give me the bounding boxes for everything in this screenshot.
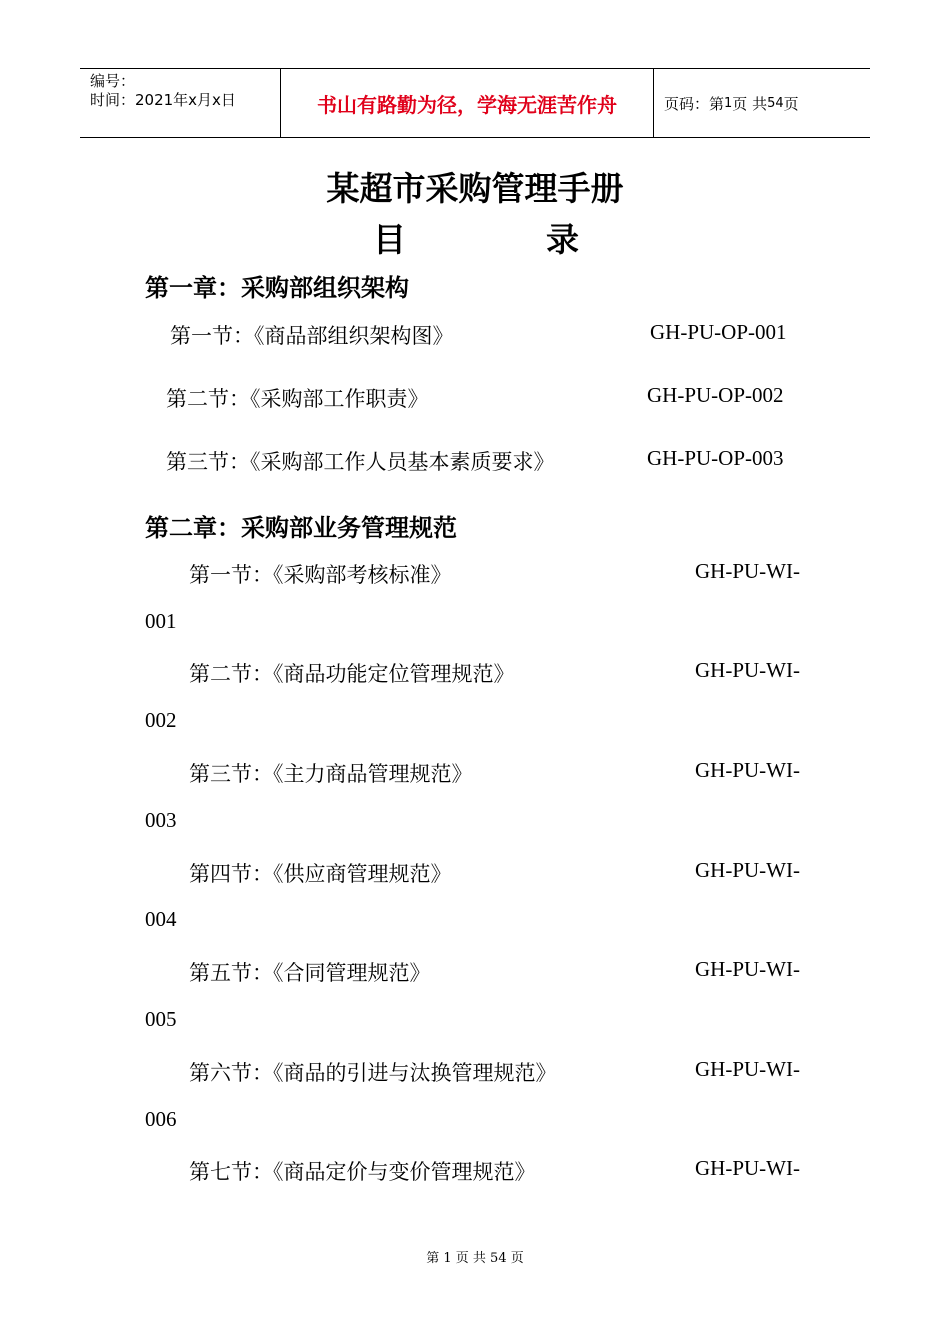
page-number: 1 — [724, 95, 733, 111]
toc-entry-code: GH-PU-WI- — [695, 858, 800, 882]
toc-entry-code: GH-PU-OP-003 — [647, 446, 784, 470]
toc-entry-code: GH-PU-WI- — [695, 1057, 800, 1081]
toc-entry[interactable]: 第三节：《采购部工作人员基本素质要求》 — [166, 450, 555, 474]
toc-entry[interactable]: 第六节：《商品的引进与汰换管理规范》 — [189, 1061, 557, 1085]
time-label: 时间：2021年x月x日 — [90, 91, 236, 109]
page-prefix: 页码：第 — [664, 94, 725, 113]
page-footer: 第 1 页 共 54 页 — [426, 1251, 524, 1266]
page-suffix: 页 — [783, 94, 799, 113]
toc-entry-code-tail: 006 — [145, 1107, 177, 1131]
document-title: 某超市采购管理手册 — [326, 169, 624, 208]
chapter-title: 第一章：采购部组织架构 — [145, 274, 409, 302]
toc-entry[interactable]: 第二节：《商品功能定位管理规范》 — [189, 662, 515, 686]
toc-entry-code-tail: 003 — [145, 808, 177, 832]
toc-entry[interactable]: 第七节：《商品定价与变价管理规范》 — [189, 1160, 536, 1184]
toc-entry-code: GH-PU-WI- — [695, 658, 800, 682]
toc-entry[interactable]: 第五节：《合同管理规范》 — [189, 961, 431, 985]
toc-heading-right: 录 — [546, 220, 579, 259]
toc-entry[interactable]: 第二节：《采购部工作职责》 — [166, 387, 429, 411]
toc-entry[interactable]: 第一节：《采购部考核标准》 — [189, 563, 452, 587]
number-label: 编号： — [90, 72, 136, 90]
header-info-cell — [80, 69, 281, 137]
header-motto: 书山有路勤为径，学海无涯苦作舟 — [281, 69, 654, 137]
toc-heading-left: 目 — [373, 220, 406, 259]
header-page-cell — [654, 69, 870, 137]
toc-entry-code: GH-PU-OP-002 — [647, 383, 784, 407]
toc-entry[interactable]: 第四节：《供应商管理规范》 — [189, 862, 452, 886]
toc-entry-code-tail: 001 — [145, 609, 177, 633]
toc-entry-code: GH-PU-OP-001 — [650, 320, 787, 344]
toc-entry[interactable]: 第一节：《商品部组织架构图》 — [170, 324, 454, 348]
toc-entry-code: GH-PU-WI- — [695, 758, 800, 782]
toc-entry[interactable]: 第三节：《主力商品管理规范》 — [189, 762, 473, 786]
toc-entry-code: GH-PU-WI- — [695, 957, 800, 981]
toc-entry-code-tail: 004 — [145, 907, 177, 931]
page-total: 54 — [767, 95, 784, 111]
toc-entry-code-tail: 005 — [145, 1007, 177, 1031]
toc-entry-code-tail: 002 — [145, 708, 177, 732]
page-mid: 页 共 — [732, 94, 768, 113]
chapter-title: 第二章：采购部业务管理规范 — [145, 514, 457, 542]
header-table — [80, 68, 870, 138]
toc-entry-code: GH-PU-WI- — [695, 1156, 800, 1180]
toc-entry-code: GH-PU-WI- — [695, 559, 800, 583]
